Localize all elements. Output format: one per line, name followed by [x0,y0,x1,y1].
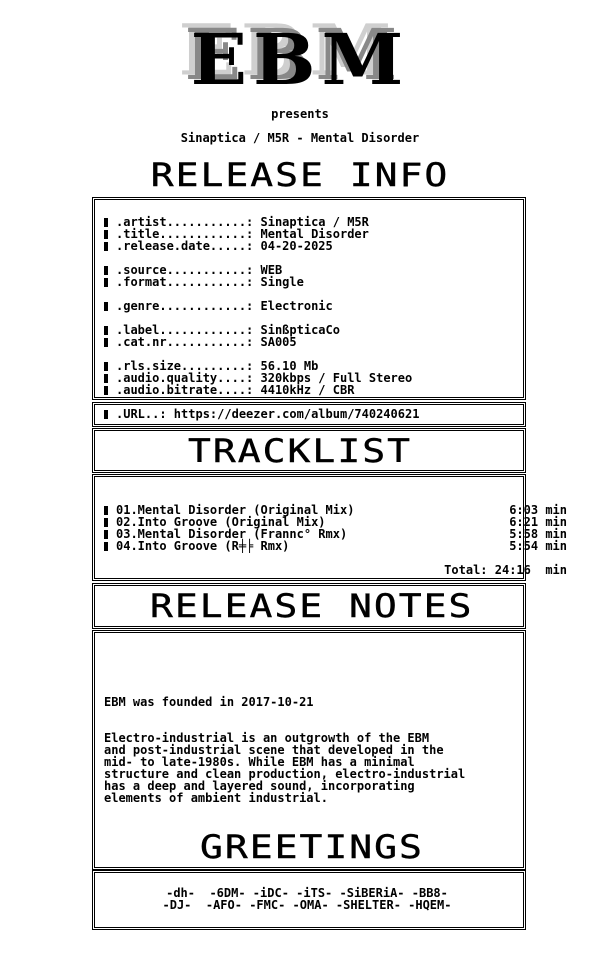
notes-line: Electro-industrial is an outgrowth of the EBM [104,731,430,745]
track-length: 5:54 min [509,539,567,553]
track-name: 02.Into Groove (Original Mix) [116,515,326,529]
track-length: 5:58 min [509,527,567,541]
info-key: .release.date.....: [116,239,261,253]
tracklist-total: Total: 24:16 min [444,563,567,577]
info-value: 4410kHz / CBR [260,383,355,397]
track-name: 03.Mental Disorder (Frannc° Rmx) [116,527,348,541]
info-key: .artist...........: [116,215,261,229]
bullet-icon [104,410,108,419]
info-value: Single [260,275,304,289]
info-cat-nr [104,336,297,348]
notes-line: elements of ambient industrial. [104,791,328,805]
info-key: .genre............: [116,299,261,313]
info-value: SinßpticaCo [260,323,340,337]
bullet-icon [104,326,108,335]
info-value: 04-20-2025 [260,239,333,253]
bullet-icon [104,242,108,251]
url-link[interactable]: https://deezer.com/album/740240621 [173,407,420,421]
bullet-icon [104,278,108,287]
info-key: .cat.nr...........: [116,335,261,349]
info-key: .audio.quality....: [116,371,261,385]
greetings-line: -DJ- -AFO- -FMC- -OMA- -SHELTER- -HQEM- [162,898,452,912]
presents-text: presents [271,107,329,121]
release-info-title: RELEASE INFO [150,156,450,194]
info-key: .format...........: [116,275,261,289]
info-value: 320kbps / Full Stereo [260,371,413,385]
info-key: .source...........: [116,263,261,277]
info-format [104,276,304,288]
info-value: SA005 [260,335,297,349]
notes-line: and post-industrial scene that developed in the [104,743,444,757]
track-name: 04.Into Groove (R╪╞ Rmx) [116,539,290,553]
bullet-icon [104,374,108,383]
info-value: WEB [260,263,283,277]
greetings-line: -dh- -6DM- -iDC- -iTS- -SiBERiA- -BB8- [166,886,448,900]
notes-line: has a deep and layered sound, incorporating [104,779,415,793]
info-key: .audio.bitrate....: [116,383,261,397]
info-value: 56.10 Mb [260,359,319,373]
bullet-icon [104,338,108,347]
release-line: Sinaptica / M5R - Mental Disorder [180,131,420,145]
info-audio-bitrate [104,384,354,396]
ebm-logo [0,14,600,100]
logo-text: EBM [190,19,410,101]
bullet-icon [104,542,108,551]
info-value: Sinaptica / M5R [260,215,369,229]
info-value: Electronic [260,299,333,313]
bullet-icon [104,362,108,371]
bullet-icon [104,506,108,515]
track-name: 01.Mental Disorder (Original Mix) [116,503,355,517]
release-notes-title: RELEASE NOTES [150,587,474,625]
track-length: 6:21 min [509,515,567,529]
info-genre [104,300,333,312]
bullet-icon [104,302,108,311]
info-key: .label............: [116,323,261,337]
info-key: .title............: [116,227,261,241]
bullet-icon [104,518,108,527]
info-release-date [104,240,333,252]
url-key: .URL..: [116,407,174,421]
track-row [104,540,567,552]
track-length: 6:03 min [509,503,567,517]
tracklist-title: TRACKLIST [188,432,412,470]
greetings-title: GREETINGS [200,828,424,866]
info-value: Mental Disorder [260,227,369,241]
info-key: .rls.size.........: [116,359,261,373]
info-url [104,408,419,420]
bullet-icon [104,218,108,227]
bullet-icon [104,230,108,239]
notes-founded: EBM was founded in 2017-10-21 [104,695,314,709]
notes-line: structure and clean production, electro-industrial [104,767,466,781]
notes-line: mid- to late-1980s. While EBM has a minimal [104,755,415,769]
bullet-icon [104,386,108,395]
bullet-icon [104,530,108,539]
track-title [104,540,289,552]
bullet-icon [104,266,108,275]
